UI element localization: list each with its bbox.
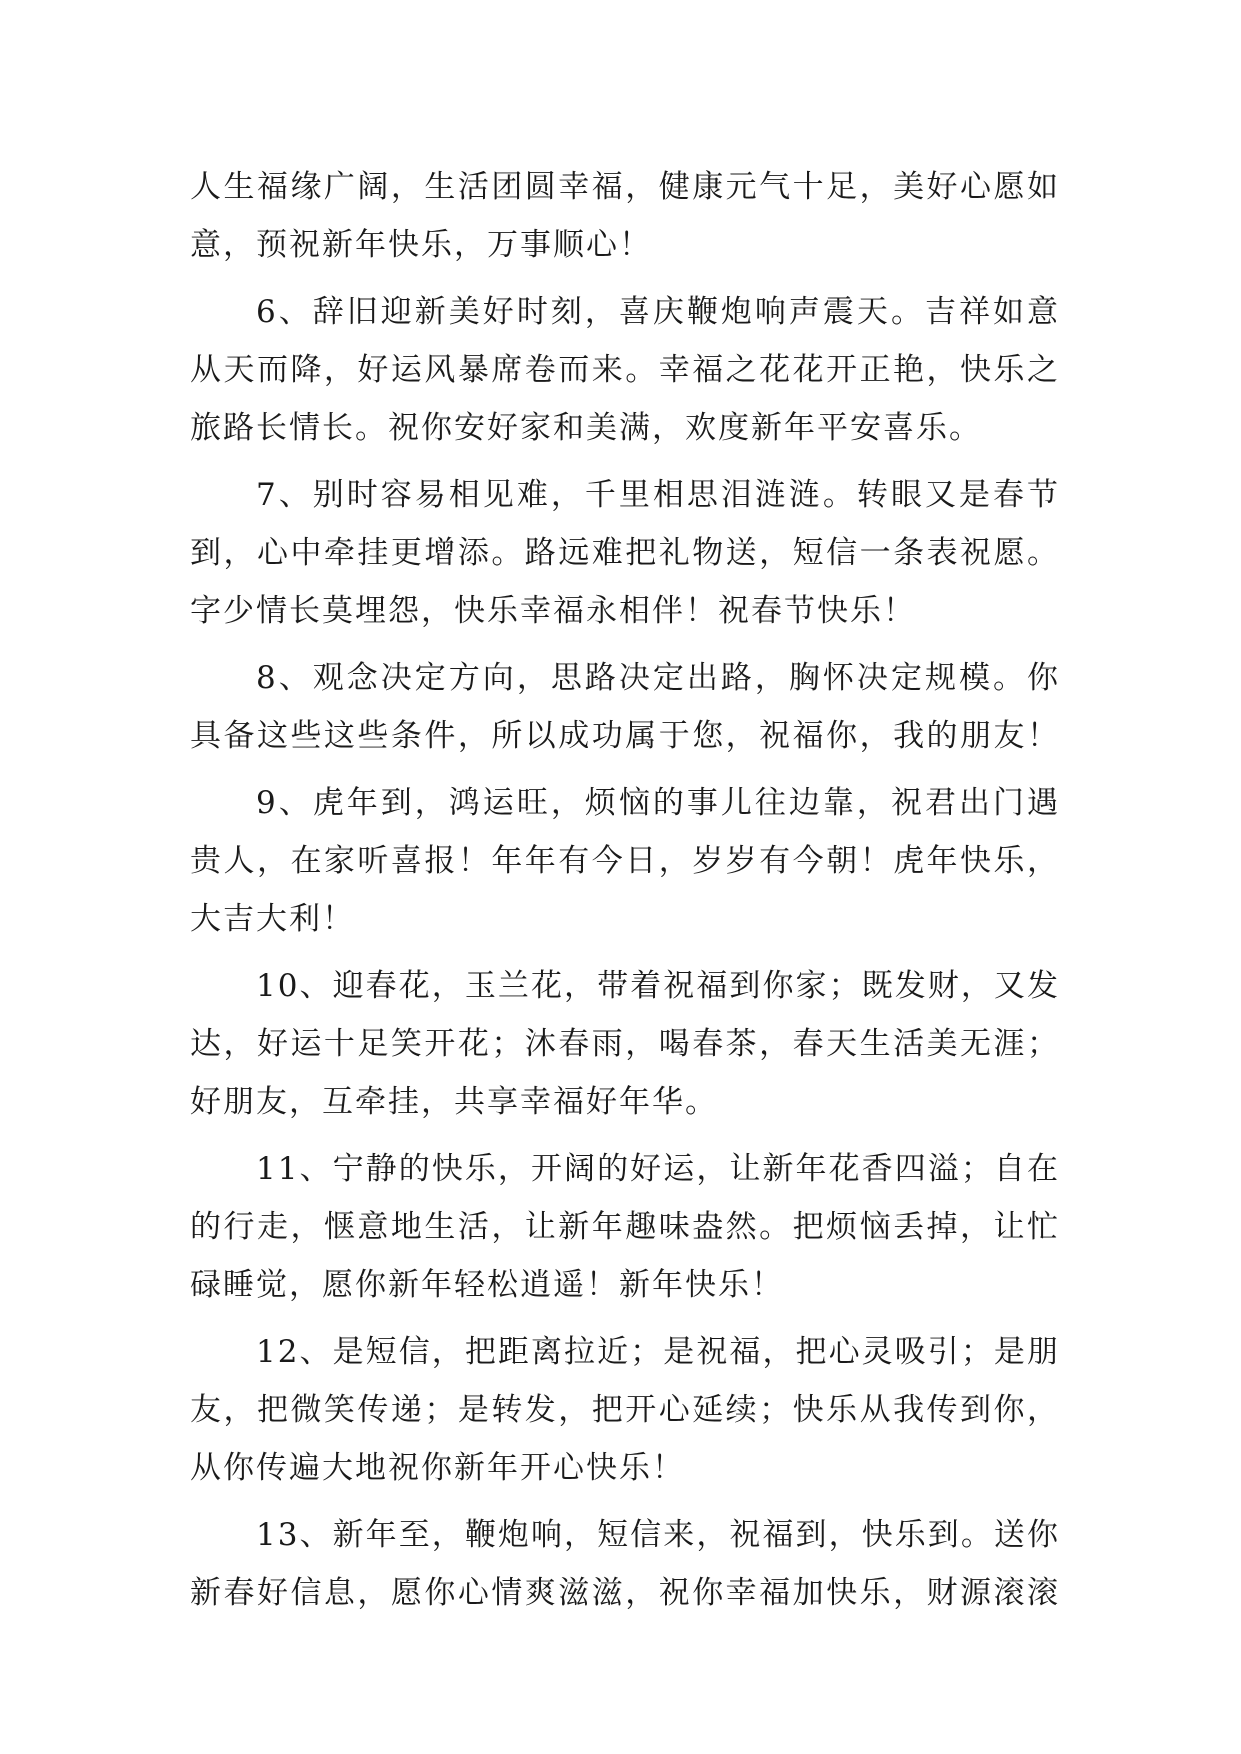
text-line: 11、宁静的快乐，开阔的好运，让新年花香四溢；自在 — [256, 1151, 1060, 1187]
paragraph-item-9 — [190, 774, 1060, 948]
text-line: 13、新年至，鞭炮响，短信来，祝福到，快乐到。送你 — [256, 1517, 1060, 1553]
paragraph-continuation — [190, 158, 1060, 274]
text-line: 达，好运十足笑开花；沐春雨，喝春茶，春天生活美无涯； — [190, 1026, 1060, 1062]
text-line: 新春好信息，愿你心情爽滋滋，祝你幸福加快乐，财源滚滚 — [190, 1575, 1060, 1611]
text-line: 到，心中牵挂更增添。路远难把礼物送，短信一条表祝愿。 — [190, 535, 1060, 571]
text-line: 从天而降，好运风暴席卷而来。幸福之花花开正艳，快乐之 — [190, 352, 1060, 388]
text-line: 7、别时容易相见难，千里相思泪涟涟。转眼又是春节 — [256, 477, 1060, 513]
paragraph-item-13 — [190, 1506, 1060, 1622]
paragraph-item-6 — [190, 283, 1060, 457]
text-line: 具备这些这些条件，所以成功属于您，祝福你，我的朋友！ — [190, 718, 1060, 754]
text-line: 意，预祝新年快乐，万事顺心！ — [190, 227, 652, 263]
paragraph-item-8 — [190, 649, 1060, 765]
text-line: 人生福缘广阔，生活团圆幸福，健康元气十足，美好心愿如 — [190, 169, 1060, 205]
paragraph-item-7 — [190, 466, 1060, 640]
text-line: 字少情长莫埋怨，快乐幸福永相伴！祝春节快乐！ — [190, 593, 916, 629]
text-line: 大吉大利！ — [190, 901, 355, 937]
text-line: 旅路长情长。祝你安好家和美满，欢度新年平安喜乐。 — [190, 410, 982, 446]
text-line: 10、迎春花，玉兰花，带着祝福到你家；既发财，又发 — [256, 968, 1060, 1004]
text-line: 12、是短信，把距离拉近；是祝福，把心灵吸引；是朋 — [256, 1334, 1060, 1370]
text-line: 从你传遍大地祝你新年开心快乐！ — [190, 1450, 685, 1486]
text-line: 6、辞旧迎新美好时刻，喜庆鞭炮响声震天。吉祥如意 — [256, 294, 1060, 330]
text-line: 好朋友，互牵挂，共享幸福好年华。 — [190, 1084, 718, 1120]
text-line: 碌睡觉，愿你新年轻松逍遥！新年快乐！ — [190, 1267, 784, 1303]
paragraph-item-10 — [190, 957, 1060, 1131]
text-line: 友，把微笑传递；是转发，把开心延续；快乐从我传到你， — [190, 1392, 1060, 1428]
text-line: 8、观念决定方向，思路决定出路，胸怀决定规模。你 — [256, 660, 1060, 696]
document-body — [190, 158, 1060, 1631]
text-line: 的行走，惬意地生活，让新年趣味盎然。把烦恼丢掉，让忙 — [190, 1209, 1060, 1245]
text-line: 9、虎年到，鸿运旺，烦恼的事儿往边靠，祝君出门遇 — [256, 785, 1060, 821]
paragraph-item-11 — [190, 1140, 1060, 1314]
paragraph-item-12 — [190, 1323, 1060, 1497]
text-line: 贵人，在家听喜报！年年有今日，岁岁有今朝！虎年快乐， — [190, 843, 1060, 879]
